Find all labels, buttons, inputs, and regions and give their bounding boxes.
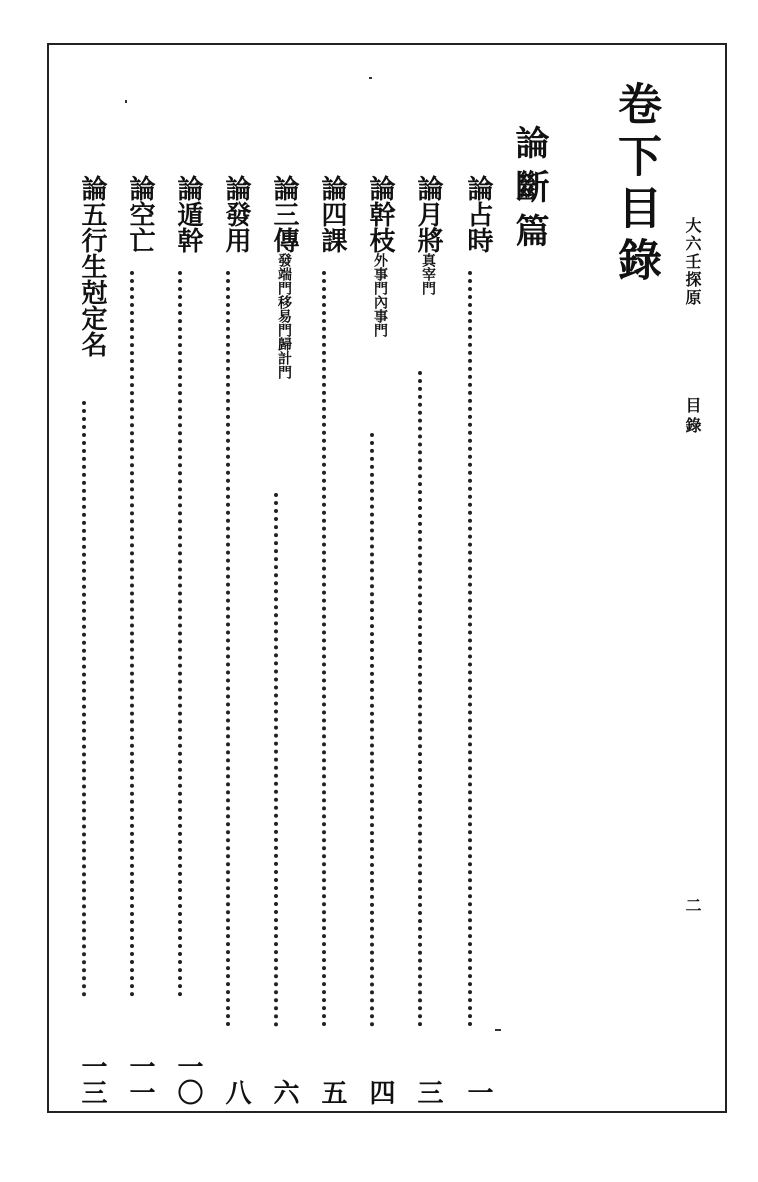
volume-title: 卷下目錄: [610, 81, 661, 289]
toc-entry-title: 論空亡: [125, 175, 155, 253]
toc-entry-title: 論幹枝外事門內事門: [365, 175, 395, 337]
toc-entry-6[interactable]: [209, 175, 249, 1105]
book-title-header: 大六壬探原: [683, 217, 702, 307]
toc-entry-1[interactable]: [451, 175, 491, 1105]
toc-entry-title: 論五行生尅定名: [77, 175, 107, 357]
page-border: [47, 43, 727, 1113]
page-number: 二: [683, 897, 702, 913]
toc-entry-5[interactable]: [257, 175, 297, 1105]
toc-entry-title: 論三傳發端門移易門歸計門: [269, 175, 299, 379]
toc-entry-title: 論月將真宰門: [413, 175, 443, 295]
leader-dots: [82, 401, 86, 997]
toc-entry-9[interactable]: [65, 175, 105, 1105]
toc-entry-7[interactable]: [161, 175, 201, 1105]
leader-dots: [418, 371, 422, 1027]
toc-entry-page: 一〇: [173, 1053, 203, 1105]
toc-entry-page: 四: [365, 1079, 395, 1105]
section-header: 目錄: [683, 397, 702, 437]
toc-entry-page: 八: [221, 1079, 251, 1105]
scan-speck: [369, 77, 372, 79]
toc-entry-2[interactable]: [401, 175, 441, 1105]
toc-entry-title: 論發用: [221, 175, 251, 253]
leader-dots: [274, 493, 278, 1027]
toc-entry-title: 論遁幹: [173, 175, 203, 253]
leader-dots: [322, 271, 326, 1027]
toc-entry-page: 五: [317, 1079, 347, 1105]
toc-entry-page: 一三: [77, 1053, 107, 1105]
toc-entry-4[interactable]: [305, 175, 345, 1105]
toc-entry-page: 一: [463, 1079, 493, 1105]
toc-entry-title: 論四課: [317, 175, 347, 253]
toc-entry-3[interactable]: [353, 175, 393, 1105]
scan-speck: [125, 100, 127, 103]
toc-entry-page: 三: [413, 1079, 443, 1105]
leader-dots: [226, 271, 230, 1027]
scan-speck: [495, 1029, 501, 1031]
leader-dots: [130, 271, 134, 997]
leader-dots: [370, 433, 374, 1027]
toc-entry-page: 一一: [125, 1053, 155, 1105]
toc-entry-page: 六: [269, 1079, 299, 1105]
leader-dots: [468, 271, 472, 1027]
toc-entry-title: 論占時: [463, 175, 493, 253]
toc-entry-8[interactable]: [113, 175, 153, 1105]
leader-dots: [178, 271, 182, 997]
section-title: 論斷篇: [509, 125, 549, 257]
